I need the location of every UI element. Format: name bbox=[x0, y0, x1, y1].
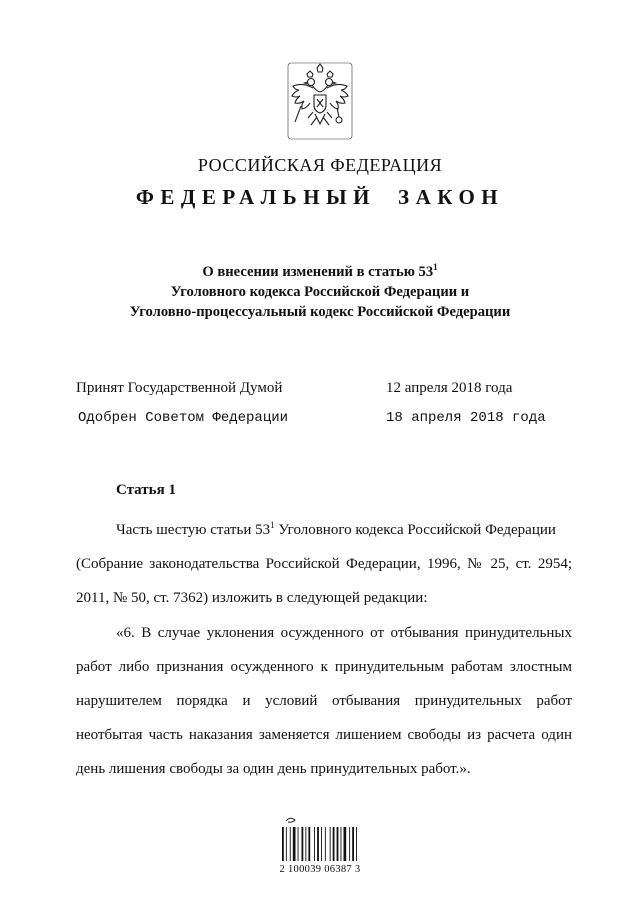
country-heading: РОССИЙСКАЯ ФЕДЕРАЦИЯ bbox=[197, 155, 443, 175]
law-subject-superscript: 1 bbox=[433, 262, 438, 272]
barcode-bar bbox=[341, 827, 342, 861]
law-subject-line2: Уголовного кодекса Российской Федерации и bbox=[170, 284, 470, 300]
barcode-bar bbox=[286, 827, 287, 861]
coat-of-arms-icon bbox=[287, 62, 353, 140]
law-type-title bbox=[0, 185, 640, 210]
approved-by-federation-council-date: 18 апреля 2018 года bbox=[386, 410, 546, 426]
barcode-bar bbox=[325, 827, 326, 861]
barcode-bar bbox=[282, 827, 284, 861]
barcode-bar bbox=[317, 827, 319, 861]
article-intro-text-start: Часть шестую статьи 53 bbox=[116, 522, 271, 538]
article-quote-line2: работ либо признания осужденного к принудительным работам злостным bbox=[76, 659, 572, 675]
law-subject bbox=[0, 262, 640, 322]
barcode-bar bbox=[298, 827, 299, 861]
barcode-bar bbox=[305, 827, 306, 861]
article-intro-text-end: Уголовного кодекса Российской Федерации bbox=[274, 522, 556, 538]
article-intro-paragraph bbox=[76, 513, 572, 615]
barcode-bar bbox=[356, 827, 357, 861]
barcode-number: 2 100039 06387 3 bbox=[279, 864, 361, 875]
barcode-bar bbox=[349, 827, 350, 861]
law-type-word-law: ЗАКОН bbox=[398, 185, 505, 209]
barcode-bar bbox=[337, 827, 339, 861]
barcode-icon bbox=[268, 815, 372, 868]
article-quote-line3: нарушителем порядка и условий отбывания принудительных работ bbox=[76, 693, 572, 709]
barcode-bar bbox=[302, 827, 304, 861]
article-intro-line1 bbox=[76, 513, 572, 547]
barcode-bar bbox=[330, 827, 331, 861]
article-heading: Статья 1 bbox=[116, 482, 176, 498]
article-quote-line1: «6. В случае уклонения осужденного от отбывания принудительных bbox=[116, 625, 572, 641]
article-quote-line4: неотбытая часть наказания заменяется лишением свободы из расчета один bbox=[76, 727, 572, 743]
approved-by-federation-council-label: Одобрен Советом Федерации bbox=[78, 410, 289, 426]
barcode-bar bbox=[290, 827, 291, 861]
barcode-bar bbox=[308, 827, 310, 861]
barcode-bar bbox=[314, 827, 315, 861]
law-subject-line3: Уголовно-процессуальный кодекс Российской Федерации bbox=[129, 304, 511, 320]
article-intro-line2: (Собрание законодательства Российской Федерации, 1996, № 25, ст. 2954; bbox=[76, 556, 572, 572]
article-quote-line5: день лишения свободы за один день принудительных работ.». bbox=[76, 761, 471, 777]
adopted-by-duma-label: Принят Государственной Думой bbox=[76, 380, 283, 396]
barcode-bar bbox=[321, 827, 322, 861]
article-intro-line3: 2011, № 50, ст. 7362) изложить в следующей редакции: bbox=[76, 590, 428, 606]
article-quote-paragraph bbox=[76, 616, 572, 786]
barcode-bar bbox=[333, 827, 335, 861]
law-subject-line1-text: О внесении изменений в статью 53 bbox=[202, 264, 434, 280]
article-intro-superscript: 1 bbox=[270, 520, 275, 530]
barcode-bar bbox=[293, 827, 296, 861]
barcode-bar bbox=[352, 827, 354, 861]
barcode-bar bbox=[344, 827, 347, 861]
law-subject-line1 bbox=[0, 262, 640, 282]
adopted-by-duma-date: 12 апреля 2018 года bbox=[386, 380, 513, 396]
law-type-word-federal: ФЕДЕРАЛЬНЫЙ bbox=[135, 185, 376, 209]
